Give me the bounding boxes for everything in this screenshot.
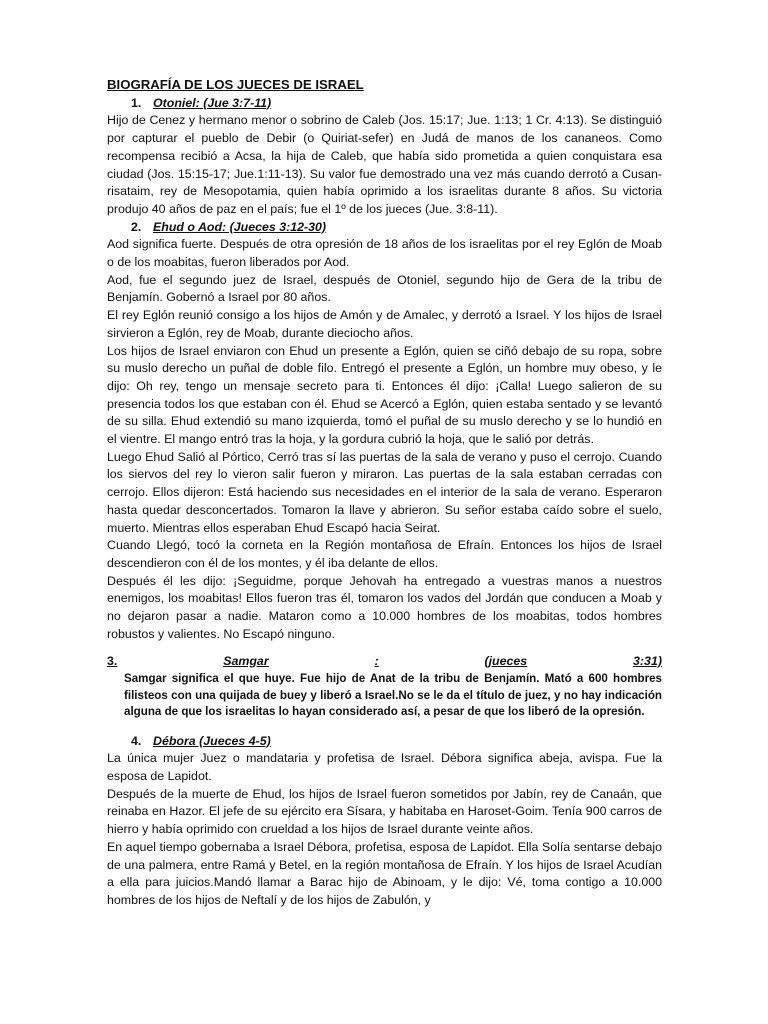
paragraph: Los hijos de Israel enviaron con Ehud un presente a Eglón, quien se ciñó debajo de su ropa, sobre su muslo derecho un puñal de doble filo. Entregó el presente a Eglón, un hombre muy obeso, y le dijo: Oh rey, tengo un mensaje secreto para ti. Entonces él dijo: ¡Calla! Luego salieron de su presencia todos los que estaban con él. Ehud se Acercó a Eglón, quien estaba sentado y se levantó de su silla. Ehud extendió su mano izquierda, tomó el puñal de su muslo derecho y se lo hundió en el vientre. El mango entró tras la hoja, y la gordura cubrió la hoja, que le salió por detrás.	[107, 343, 662, 447]
section-title-part: Samgar	[223, 653, 269, 668]
section-title: Ehud o Aod: (Jueces 3:12-30)	[153, 219, 327, 234]
paragraph: En aquel tiempo gobernaba a Israel Débora, profetisa, esposa de Lapidot. Ella Solía sentarse debajo de una palmera, entre Ramá y Betel, en la región montañosa de Efraín. Y los hijos de Israel Acudían a ella para juicios.Mandó llamar a Barac hijo de Abinoam, y le dijo: Vé, toma contigo a 10.000 hombres de los hijos de Neftalí y de los hijos de Zabulón, y	[107, 839, 662, 907]
paragraph: Aod, fue el segundo juez de Israel, después de Otoniel, segundo hijo de Gera de la tribu de Benjamín. Gobernó a Israel por 80 años.	[107, 272, 662, 305]
section-heading-samgar	[107, 653, 662, 671]
section-number: 2.	[131, 219, 142, 234]
paragraph: Hijo de Cenez y hermano menor o sobrino de Caleb (Jos. 15:17; Jue. 1:13; 1 Cr. 4:13). Se distinguió por capturar el pueblo de Debir (o Quiriat-sefer) en Judá de manos de los cananeos. Como recompensa recibió a Acsa, la hija de Caleb, que había sido prometida a quien conquistara esa ciudad (Jos. 15:15-17; Jue.1:11-13). Su valor fue demostrado una vez más cuando derrotó a Cusan-risataim, rey de Mesopotamia, quien había oprimido a los israelitas durante 8 años. Su victoria produjo 40 años de paz en el país; fue el 1º de los jueces (Jue. 3:8-11).	[107, 113, 662, 216]
section-title: Otoniel: (Jue 3:7-11)	[153, 95, 272, 110]
section-number: 4.	[131, 733, 142, 748]
paragraph: Cuando Llegó, tocó la corneta en la Región montañosa de Efraín. Entonces los hijos de Israel descendieron con él de los montes, y él iba delante de ellos.	[107, 538, 662, 570]
document-page	[107, 76, 662, 910]
paragraph: Samgar significa el que huye. Fue hijo de Anat de la tribu de Benjamín. Mató a 600 hombres filisteos con una quijada de buey y liberó a Israel.No se le da el título de juez, y no hay indicación alguna de que los israelitas lo hayan considerado así, a pesar de que los liberó de la opresión.	[124, 672, 662, 719]
section-number: 1.	[131, 95, 142, 110]
paragraph: Luego Ehud Salió al Pórtico, Cerró tras sí las puertas de la sala de verano y puso el cerrojo. Cuando los siervos del rey lo vieron salir fueron y miraron. Las puertas de la sala estaban cerradas con cerrojo. Ellos dijeron: Está haciendo sus necesidades en el interior de la sala de verano. Esperaron hasta quedar desconcertados. Tomaron la llave y abrieron. Su señor estaba caído sobre el suelo, muerto. Mientras ellos esperaban Ehud Escapó hacia Seirat.	[107, 449, 662, 535]
section-heading-ehud	[107, 219, 662, 237]
paragraph: El rey Eglón reunió consigo a los hijos de Amón y de Amalec, y derrotó a Israel. Y los hijos de Israel sirvieron a Eglón, rey de Moab, durante dieciocho años.	[107, 308, 662, 340]
paragraph: Después de la muerte de Ehud, los hijos de Israel fueron sometidos por Jabín, rey de Canaán, que reinaba en Hazor. El jefe de su ejército era Sísara, y habitaba en Haroset-Goim. Tenía 900 carros de hierro y había oprimido con crueldad a los hijos de Israel durante veinte años.	[107, 786, 662, 837]
section-title: Débora (Jueces 4-5)	[153, 733, 271, 748]
section-title-part: :	[374, 653, 379, 668]
paragraph: Aod significa fuerte. Después de otra opresión de 18 años de los israelitas por el rey Eglón de Moab o de los moabitas, fueron liberados por Aod.	[107, 237, 662, 270]
section-title-part: 3:31)	[633, 653, 662, 668]
section-title-part: (jueces	[484, 653, 528, 668]
section-heading-debora	[107, 733, 662, 751]
paragraph: La única mujer Juez o mandataria y profetisa de Israel. Débora significa abeja, avispa. Fue la esposa de Lapidot.	[107, 751, 662, 783]
section-heading-otoniel	[107, 95, 662, 113]
section-number: 3.	[107, 653, 118, 668]
document-title: BIOGRAFÍA DE LOS JUECES DE ISRAEL	[107, 77, 364, 92]
paragraph: Después él les dijo: ¡Seguidme, porque Jehovah ha entregado a vuestras manos a nuestros enemigos, los moabitas! Ellos fueron tras él, tomaron los vados del Jordán que conducen a Moab y no dejaron pasar a nadie. Mataron como a 10.000 hombres de los moabitas, todos hombres robustos y valientes. No Escapó ninguno.	[107, 573, 662, 641]
